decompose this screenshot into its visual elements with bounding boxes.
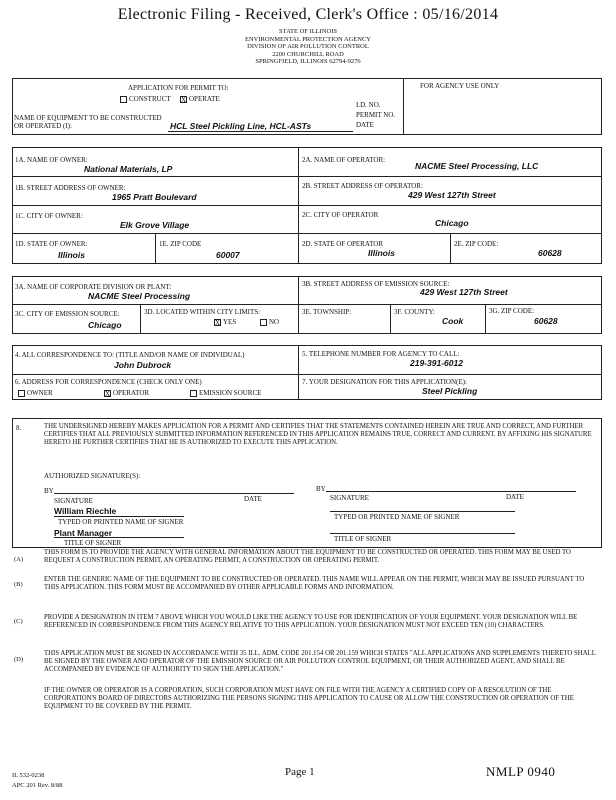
construct-option[interactable]: CONSTRUCT — [120, 95, 171, 103]
emission-city: Chicago — [88, 320, 122, 330]
agency-name: ENVIRONMENTAL PROTECTION AGENCY — [245, 35, 371, 43]
operator-state: Illinois — [368, 248, 395, 258]
emission-corr-option[interactable]: EMISSION SOURCE — [190, 389, 261, 397]
signature-label-2: SIGNATURE — [330, 494, 369, 502]
signer-name: William Riechle — [54, 506, 117, 516]
filing-header: Electronic Filing - Received, Clerk's Office : 05/16/2014 — [117, 6, 499, 23]
construct-checkbox[interactable] — [120, 96, 127, 103]
by-label-2: BY — [316, 485, 326, 493]
emission-zip-label: 3G. ZIP CODE: — [489, 307, 535, 315]
operate-option[interactable]: X OPERATE — [181, 95, 220, 104]
cert-text: THE UNDERSIGNED HEREBY MAKES APPLICATION FOR A PERMIT AND CERTIFIES THAT THE STATEMENTS CONTAINED HEREIN ARE TRUE AND CORRECT, AND FURTHER CERTIFIES THAT ALL PREVIOUSLY SUBMITTED INFORMATION REFERENCED IN THIS APPLICATION REMAINS TRUE, CORRECT AND CURRENT. BY AFFIXING HIS SIGNATURE HERETO HE FURTHER CERTIFIES THAT HE IS AUTHORIZED TO EXECUTE THIS APPLICATION. — [44, 423, 592, 446]
operator-city: Chicago — [435, 218, 469, 228]
operator-name: NACME Steel Processing, LLC — [415, 161, 539, 171]
operator-corr-option[interactable]: X OPERATOR — [105, 389, 150, 398]
yes-option[interactable]: X YES — [215, 318, 237, 327]
date-label-1: DATE — [244, 495, 262, 503]
signature-label-1: SIGNATURE — [54, 497, 93, 505]
county-value: Cook — [442, 316, 464, 326]
designation-value: Steel Pickling — [422, 386, 478, 396]
emission-street: 429 West 127th Street — [420, 287, 508, 297]
equipment-label: NAME OF EQUIPMENT TO BE CONSTRUCTED OR OPERATED (I): — [14, 114, 162, 130]
owner-city-label: 1C. CITY OF OWNER: — [15, 212, 83, 220]
instr-mark-d: (D) — [14, 656, 24, 663]
permit-no-label: PERMIT NO. — [356, 111, 396, 119]
page-number: Page 1 — [285, 766, 315, 778]
agency-state: STATE OF ILLINOIS — [279, 28, 337, 35]
telephone-value: 219-391-6012 — [410, 358, 463, 368]
operator-state-label: 2D. STATE OF OPERATOR — [302, 240, 383, 248]
form-number: IL 532-0238 — [12, 772, 45, 779]
agency-street: 2200 CHURCHILL ROAD — [272, 50, 344, 58]
emission-corr-checkbox[interactable] — [190, 390, 197, 397]
operator-corr-checkbox[interactable]: X — [105, 389, 111, 398]
division-label: 3A. NAME OF CORPORATE DIVISION OR PLANT: — [15, 283, 172, 291]
instr-mark-a: (A) — [14, 556, 24, 563]
agency-division: DIVISION OF AIR POLLUTION CONTROL — [247, 43, 369, 50]
date-label: DATE — [356, 121, 374, 129]
owner-city: Elk Grove Village — [120, 220, 190, 230]
signer-title: Plant Manager — [54, 528, 113, 538]
instr-mark-c: (C) — [14, 618, 23, 625]
bates-stamp: NMLP 0940 — [486, 764, 556, 779]
by-label-1: BY — [44, 487, 54, 495]
owner-state: Illinois — [58, 250, 85, 260]
operator-street: 429 West 127th Street — [408, 190, 496, 200]
authorized-label: AUTHORIZED SIGNATURE(S): — [44, 472, 141, 480]
agency-city: SPRINGFIELD, ILLINOIS 62794-9276 — [255, 58, 361, 65]
owner-zip: 60007 — [216, 250, 240, 260]
typed-name-label-2: TYPED OR PRINTED NAME OF SIGNER — [334, 513, 460, 521]
application-title: APPLICATION FOR PERMIT TO: — [128, 84, 229, 92]
owner-name: National Materials, LP — [84, 164, 173, 174]
owner-corr-option[interactable]: OWNER — [18, 389, 53, 397]
no-checkbox[interactable] — [260, 319, 267, 326]
emission-city-label: 3C. CITY OF EMISSION SOURCE: — [15, 310, 120, 318]
county-label: 3F. COUNTY: — [394, 308, 435, 316]
correspondence-label: 4. ALL CORRESPONDENCE TO: (TITLE AND/OR NAME OF INDIVIDUAL) — [15, 351, 245, 359]
typed-name-label-1: TYPED OR PRINTED NAME OF SIGNER — [58, 518, 184, 526]
instr-text-b: ENTER THE GENERIC NAME OF THE EQUIPMENT TO BE CONSTRUCTED OR OPERATED. THIS NAME WILL APPEAR ON THE PERMIT, WHICH MAY BE ISSUED PURSUANT TO THIS APPLICATION. THIS FORM MUST BE ACCOMPANIED BY OTHER APPLICABLE FORMS AND INFORMATION. — [44, 576, 585, 591]
no-option[interactable]: NO — [260, 318, 279, 326]
operator-city-label: 2C. CITY OF OPERATOR — [302, 211, 379, 219]
instr-text-c: PROVIDE A DESIGNATION IN ITEM 7 ABOVE WHICH YOU WOULD LIKE THE AGENCY TO USE FOR IDENTIFICATION OF YOUR EQUIPMENT. YOUR DESIGNATION WILL BE REFERENCED IN CORRESPONDENCE FROM THIS AGENCY RELATIVE TO THIS APPLICATION. YOUR DESIGNATION MUST NOT EXCEED TEN (10) CHARACTERS. — [44, 614, 578, 629]
owner-corr-checkbox[interactable] — [18, 390, 25, 397]
correspondence-value: John Dubrock — [114, 360, 172, 370]
operator-name-label: 2A. NAME OF OPERATOR: — [302, 156, 386, 164]
owner-zip-label: 1E. ZIP CODE — [159, 240, 202, 248]
owner-street: 1965 Pratt Boulevard — [112, 192, 197, 202]
instr-text-d: THIS APPLICATION MUST BE SIGNED IN ACCORDANCE WITH 35 ILL. ADM. CODE 201.154 OR 201.159 WHICH STATES "ALL APPLICATIONS AND SUPPLEMENTS THERETO SHALL BE SIGNED BY THE OWNER AND OPERATOR OF THE EMISSION SOURCE OR AIR POLLUTION CONTROL EQUIPMENT, OR THEIR AUTHORIZED AGENT, AND SHALL BE ACCOMPANIED BY EVIDENCE OF AUTHORITY TO SIGN THE APPLICATION." — [44, 650, 596, 673]
instr-text-a: THIS FORM IS TO PROVIDE THE AGENCY WITH GENERAL INFORMATION ABOUT THE EQUIPMENT TO BE CONSTRUCTED OR OPERATED. THIS FORM MAY BE USED TO REQUEST A CONSTRUCTION PERMIT, AN OPERATING PERMIT, A CONSTRUCTION OR OPERATING PERMIT. — [44, 549, 571, 564]
designation-label: 7. YOUR DESIGNATION FOR THIS APPLICATION(E): — [302, 378, 467, 386]
id-no-label: I.D. NO. — [356, 101, 381, 109]
date-label-2: DATE — [506, 493, 524, 501]
cert-number: 8. — [16, 424, 22, 432]
title-label-2: TITLE OF SIGNER — [334, 535, 392, 543]
owner-street-label: 1B. STREET ADDRESS OF OWNER: — [15, 184, 126, 192]
located-label: 3D. LOCATED WITHIN CITY LIMITS: — [144, 308, 261, 316]
operator-zip-label: 2E. ZIP CODE: — [454, 240, 499, 248]
instr-mark-b: (B) — [14, 581, 23, 588]
form-revision: APC 201 Rev. 8/88 — [12, 782, 63, 789]
yes-checkbox[interactable]: X — [215, 318, 221, 327]
agency-use-label: FOR AGENCY USE ONLY — [420, 82, 500, 90]
title-label-1: TITLE OF SIGNER — [64, 539, 122, 547]
operate-checkbox[interactable]: X — [181, 95, 187, 104]
operator-zip: 60628 — [538, 248, 562, 258]
agency-address — [180, 28, 436, 66]
address-corr-label: 6. ADDRESS FOR CORRESPONDENCE (CHECK ONLY ONE) — [15, 378, 202, 386]
emission-zip: 60628 — [534, 316, 558, 326]
owner-name-label: 1A. NAME OF OWNER: — [15, 156, 88, 164]
owner-state-label: 1D. STATE OF OWNER: — [15, 240, 88, 248]
operator-street-label: 2B. STREET ADDRESS OF OPERATOR: — [302, 182, 423, 190]
telephone-label: 5. TELEPHONE NUMBER FOR AGENCY TO CALL: — [302, 350, 460, 358]
township-label: 3E. TOWNSHIP: — [302, 308, 352, 316]
instr-text-e: IF THE OWNER OR OPERATOR IS A CORPORATION, SUCH CORPORATION MUST HAVE ON FILE WITH THE AGENCY A CERTIFIED COPY OF A RESOLUTION OF THE CORPORATION'S BOARD OF DIRECTORS AUTHORIZING THE PERSONS SIGNING THIS APPLICATION TO CAUSE OR ALLOW THE CONSTRUCTION OR OPERATION OF THE EQUIPMENT TO BE COVERED BY THE PERMIT. — [44, 687, 574, 710]
division-value: NACME Steel Processing — [88, 291, 191, 301]
emission-street-label: 3B. STREET ADDRESS OF EMISSION SOURCE: — [302, 280, 450, 288]
equipment-value: HCL Steel Pickling Line, HCL-ASTs — [170, 121, 312, 131]
